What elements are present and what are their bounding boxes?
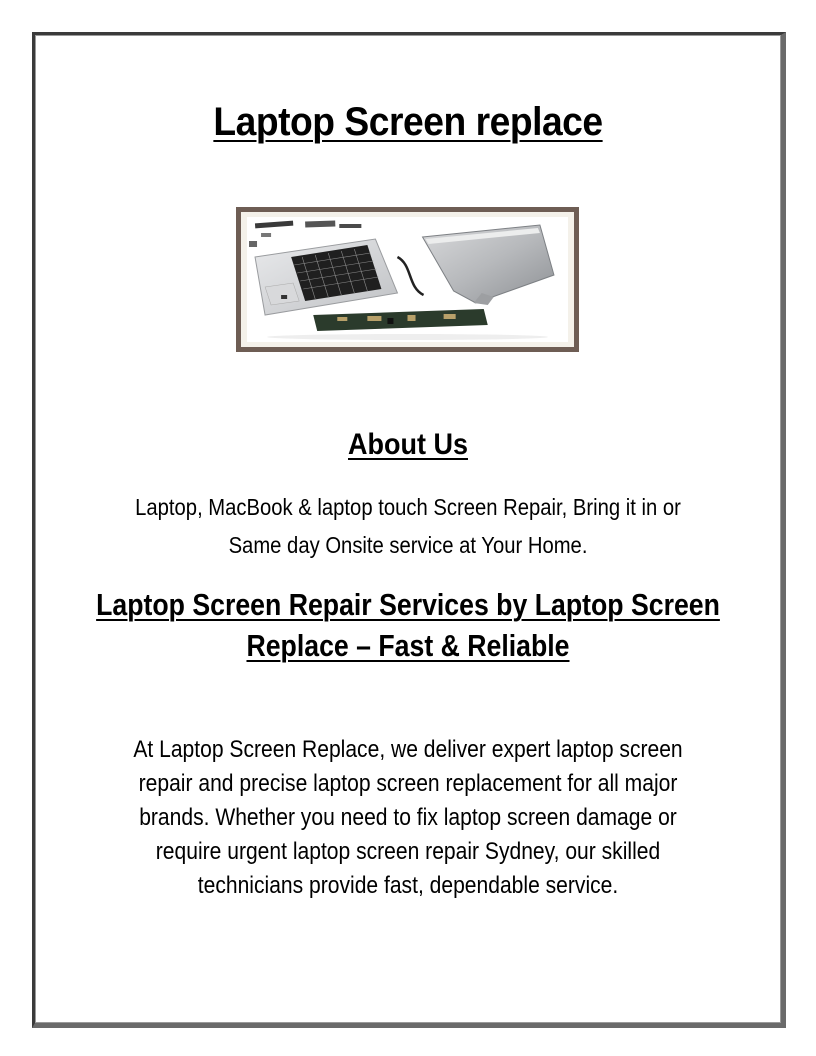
page-title: Laptop Screen replace xyxy=(213,100,603,144)
hero-image-frame xyxy=(236,207,579,352)
services-heading: Laptop Screen Repair Services by Laptop Screen Replace – Fast & Reliable xyxy=(96,587,720,663)
services-text: At Laptop Screen Replace, we deliver expert laptop screen repair and precise laptop screen replacement for all major brands. Whether you need to fix laptop screen damage or require urgent laptop screen repair Sydney, our skilled technicians provide fast, dependable service. xyxy=(133,736,683,899)
about-us-text: Laptop, MacBook & laptop touch Screen Repair, Bring it in or Same day Onsite service at Your Home. xyxy=(135,494,681,558)
laptop-repair-image xyxy=(247,217,568,342)
about-us-heading: About Us xyxy=(347,428,468,461)
hero-image-mat xyxy=(241,212,574,347)
